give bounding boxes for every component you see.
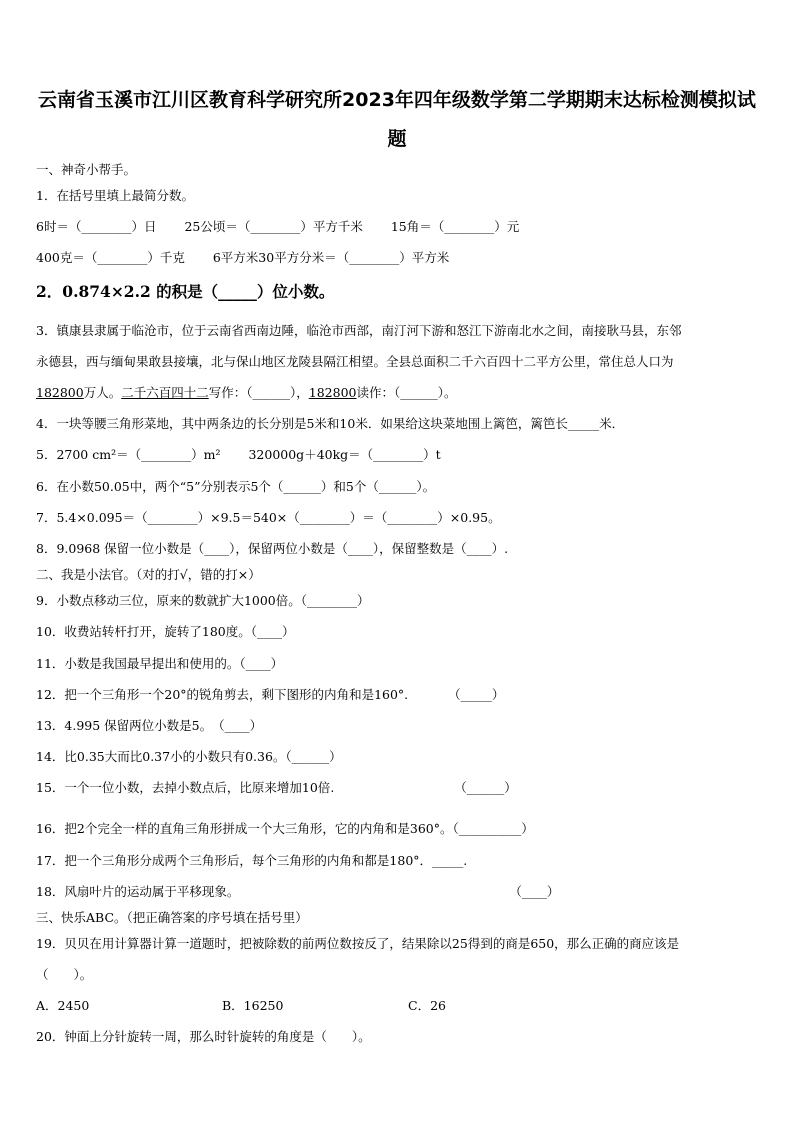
section-3-heading: 三、快乐ABC。（把正确答案的序号填在括号里） [36,910,308,925]
question-3-line-1: 3．镇康县隶属于临沧市，位于云南省西南边陲，临沧市西部，南汀河下游和怒江下游南北水之间，南接耿马县，东邻 [36,323,682,338]
q3-write-blank: 写作：（______）， [208,385,309,400]
question-2: 2．0.874×2.2 的积是（_____）位小数。 [36,282,335,301]
q19-option-c: C．26 [408,998,446,1013]
question-13: 13．4.995 保留两位小数是5。 （____） [36,718,263,733]
q1-item-1: 6时＝（________）日 [36,219,157,234]
question-1-stem: 1．在括号里填上最简分数。 [36,188,194,203]
section-2-heading: 二、我是小法官。（对的打√，错的打×） [36,567,261,582]
q18-text: 18．风扇叶片的运动属于平移现象。 [36,884,240,899]
q1-item-3: 15角＝（________）元 [390,219,520,234]
section-1-heading: 一、神奇小帮手。 [36,162,137,177]
question-9: 9．小数点移动三位，原来的数就扩大1000倍。（________） [36,593,370,608]
question-19-line-1: 19．贝贝在用计算器计算一道题时，把被除数的前两位数按反了，结果除以25得到的商是650，那么正确的商应该是 [36,936,680,951]
question-17: 17．把一个三角形分成两个三角形后，每个三角形的内角和都是180°．_____. [36,853,468,868]
page-title-line-1: 云南省玉溪市江川区教育科学研究所2023年四年级数学第二学期期末达标检测模拟试 [38,89,756,111]
q12-text: 12．把一个三角形一个20°的锐角剪去，剩下图形的内角和是160°. [36,687,409,702]
q19-option-a: A．2450 [36,998,90,1013]
q3-read-number: 182800 [308,385,357,400]
q3-read-blank: 读作：（______）。 [356,385,457,400]
q5-item-2: 320000g＋40kg＝（________）t [248,447,441,462]
question-3-line-2: 永德县，西与缅甸果敢县接壤，北与保山地区龙陵县隔江相望。全县总面积二千六百四十二平方公里，常住总人口为 [36,354,674,369]
question-16: 16．把2个完全一样的直角三角形拼成一个大三角形，它的内角和是360°。（__________） [36,821,534,836]
question-11: 11．小数是我国最早提出和使用的。（____） [36,656,284,671]
question-14: 14．比0.35大而比0.37小的小数只有0.36。（______） [36,749,342,764]
question-5 [36,447,441,463]
question-1-row-1 [36,219,519,235]
q1-item-4: 400克＝（________）千克 [36,250,185,265]
question-4: 4．一块等腰三角形菜地，其中两条边的长分别是5米和10米．如果给这块菜地围上篱笆，篱笆长_____米． [36,416,625,431]
q18-blank: （____） [509,884,560,899]
q3-population-number: 182800 [36,385,84,400]
q1-item-5: 6平方米30平方分米＝（________）平方米 [212,250,450,265]
question-15 [36,780,517,796]
question-18 [36,884,559,900]
page-title-line-2: 题 [387,128,407,150]
question-12 [36,687,504,703]
q5-item-1: 5．2700 cm²＝（________）m² [36,447,221,462]
q3-text-unit: 万人。 [83,385,122,400]
q15-text: 15．一个一位小数，去掉小数点后，比原来增加10倍. [36,780,335,795]
question-19-line-2: （ ）。 [36,967,93,982]
question-6: 6．在小数50.05中，两个“5”分别表示5个（______）和5个（______）。 [36,479,436,494]
question-20: 20．钟面上分针旋转一周，那么时针旋转的角度是（ ）。 [36,1029,371,1044]
question-1-row-2 [36,250,449,266]
q19-option-b: B．16250 [222,998,284,1013]
question-8: 8．9.0968 保留一位小数是（____），保留两位小数是（____），保留整数是（____）. [36,541,509,556]
question-10: 10．收费站转杆打开，旋转了180度。（____） [36,624,295,639]
q1-item-2: 25公顷＝（________）平方千米 [184,219,363,234]
q12-blank: （_____） [448,687,505,702]
question-7: 7．5.4×0.095＝（________）×9.5＝540×（________）＝（________）×0.95。 [36,510,501,525]
question-19-options [36,998,446,1014]
question-3-line-3 [36,385,457,401]
q15-blank: （______） [454,780,517,795]
q3-area-words: 二千六百四十二 [121,385,209,400]
